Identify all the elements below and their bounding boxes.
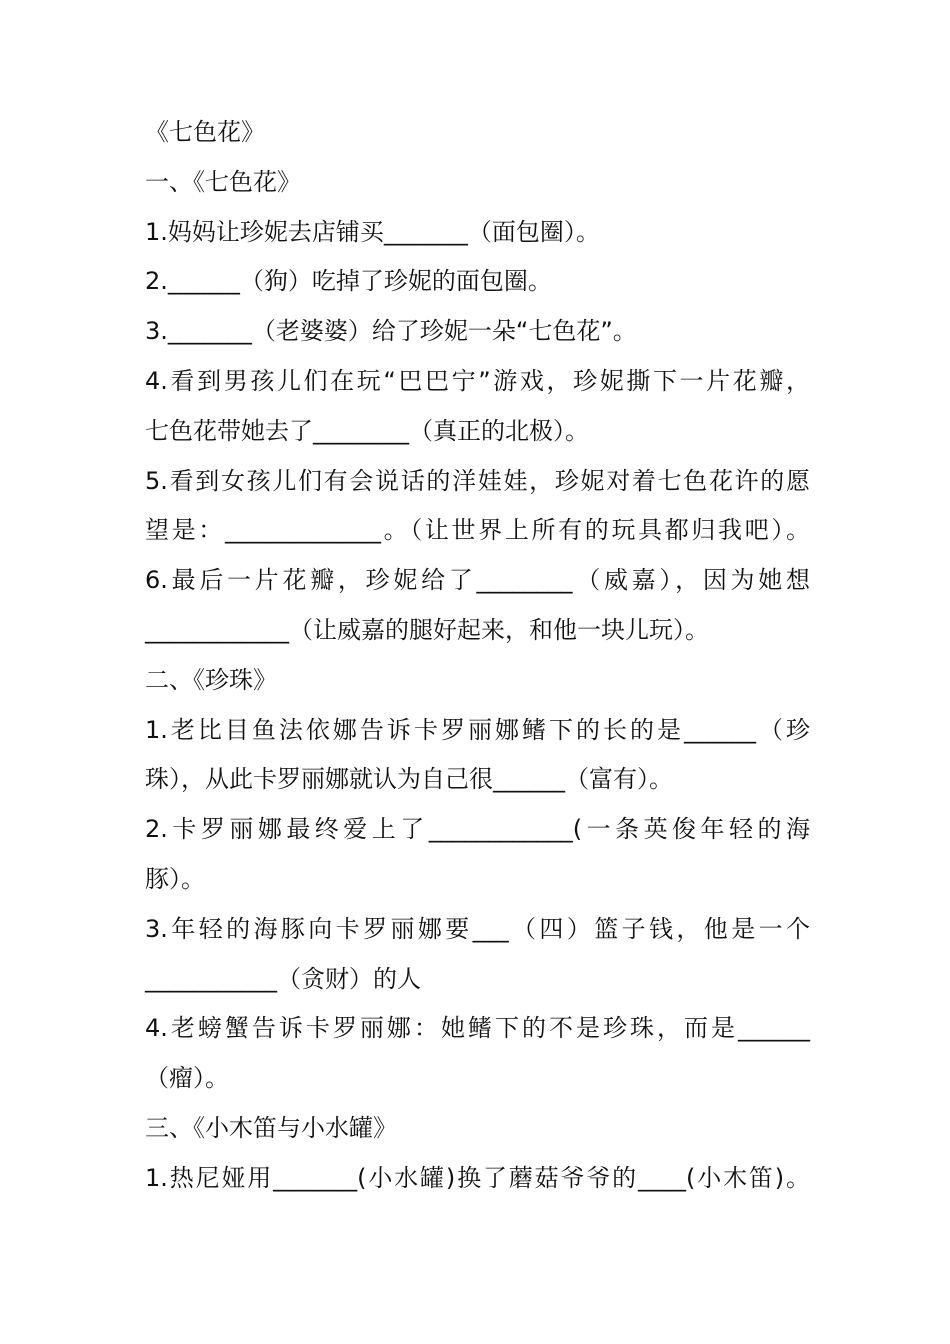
text-line: 6.最后一片花瓣，珍妮给了________（威嘉），因为她想 [145, 566, 810, 595]
text-line: 4.看到男孩儿们在玩“巴巴宁”游戏，珍妮撕下一片花瓣， [145, 366, 810, 395]
text-line: 豚）。 [145, 864, 205, 893]
text-line: 3.年轻的海豚向卡罗丽娜要___（四）篮子钱，他是一个 [145, 914, 810, 943]
text-line: 2.______（狗）吃掉了珍妮的面包圈。 [145, 267, 552, 296]
text-line: 1.妈妈让珍妮去店铺买_______（面包圈）。 [145, 217, 600, 246]
text-line: 七色花带她去了________（真正的北极）。 [145, 416, 589, 445]
text-line: 4.老螃蟹告诉卡罗丽娜：她鳍下的不是珍珠，而是______ [145, 1014, 810, 1043]
text-line: 1.老比目鱼法依娜告诉卡罗丽娜鳍下的长的是______（珍 [145, 715, 810, 744]
text-line: ___________（贪财）的人 [145, 964, 421, 993]
document-body [145, 158, 810, 1204]
text-line: 2.卡罗丽娜最终爱上了____________(一条英俊年轻的海 [145, 815, 810, 844]
text-line: 1.热尼娅用_______(小水罐)换了蘑菇爷爷的____(小木笛)。 [145, 1163, 810, 1192]
document-title: 《七色花》 [145, 118, 265, 146]
text-line: 3._______（老婆婆）给了珍妮一朵“七色花”。 [145, 317, 637, 346]
text-line: 一、《七色花》 [145, 167, 301, 196]
text-line: 5.看到女孩儿们有会说话的洋娃娃，珍妮对着七色花许的愿 [145, 466, 810, 495]
text-line: 二、《珍珠》 [145, 665, 277, 694]
text-line: 望是：_____________。（让世界上所有的玩具都归我吧）。 [145, 516, 810, 545]
document-page [145, 108, 810, 1204]
text-line: （瘤）。 [145, 1064, 229, 1093]
text-line: ____________（让威嘉的腿好起来，和他一块儿玩）。 [145, 615, 709, 644]
text-line: 珠），从此卡罗丽娜就认为自己很______（富有）。 [145, 765, 673, 794]
text-line: 三、《小木笛与小水罐》 [145, 1113, 397, 1142]
